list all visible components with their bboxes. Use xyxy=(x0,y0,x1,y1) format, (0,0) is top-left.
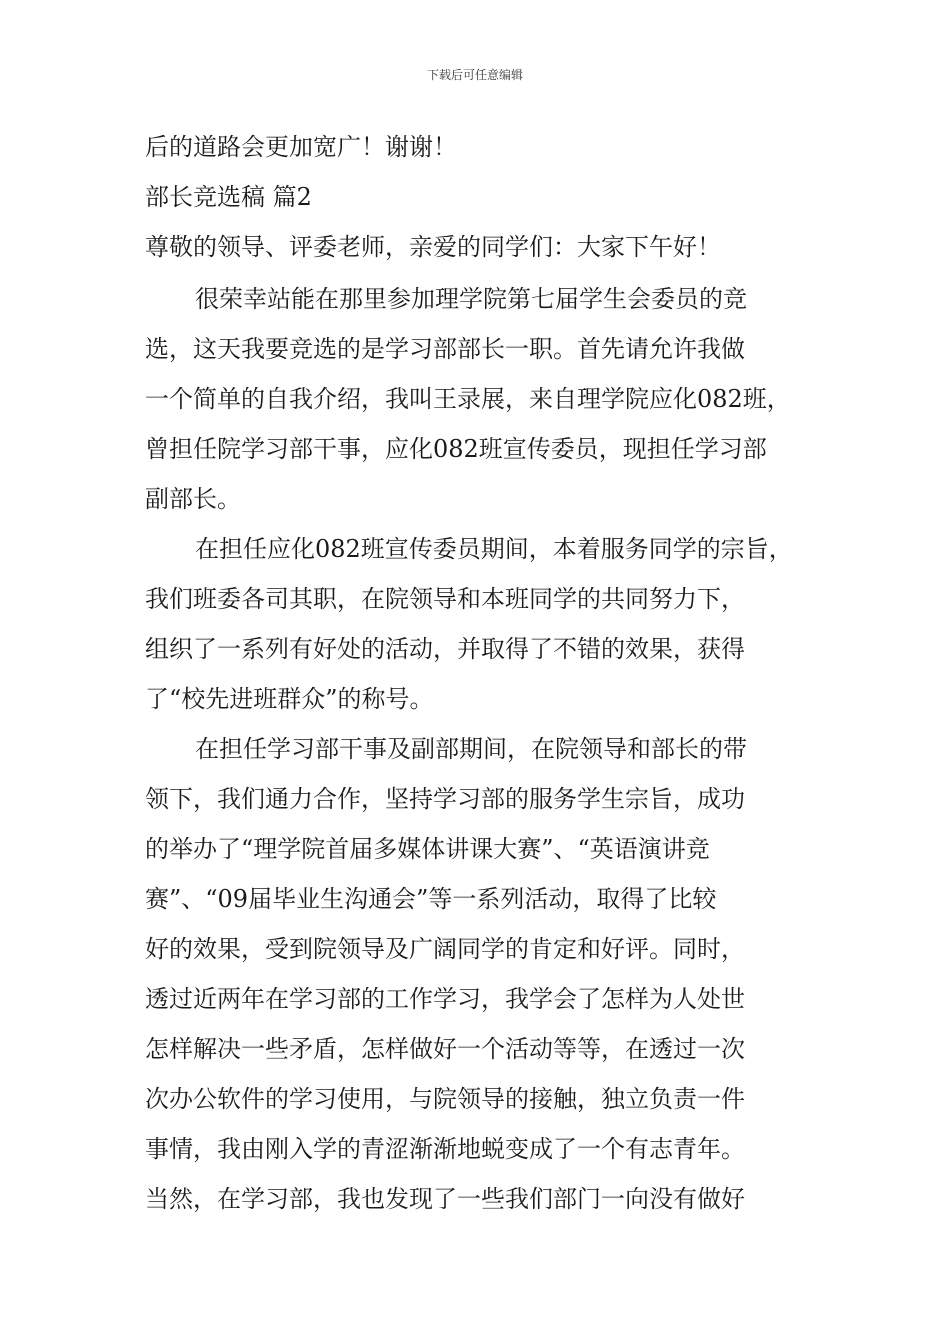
text-line: 我们班委各司其职，在院领导和本班同学的共同努力下， xyxy=(145,585,745,613)
section-title: 部长竞选稿 篇2 xyxy=(145,183,312,211)
text-line: 组织了一系列有好处的活动，并取得了不错的效果，获得 xyxy=(145,635,745,663)
text-line: 曾担任院学习部干事，应化082班宣传委员，现担任学习部 xyxy=(145,435,767,463)
salutation-line: 尊敬的领导、评委老师，亲爱的同学们：大家下午好！ xyxy=(145,233,721,261)
text-line: 好的效果，受到院领导及广阔同学的肯定和好评。同时， xyxy=(145,935,745,963)
page-header: 下载后可任意编辑 xyxy=(426,68,523,82)
text-line: 领下，我们通力合作，坚持学习部的服务学生宗旨，成功 xyxy=(145,785,745,813)
text-line: 当然，在学习部，我也发现了一些我们部门一向没有做好 xyxy=(145,1185,745,1213)
text-line: 后的道路会更加宽广！谢谢！ xyxy=(145,133,457,161)
text-line: 怎样解决一些矛盾，怎样做好一个活动等等，在透过一次 xyxy=(145,1035,745,1063)
paragraph-start-line: 在担任学习部干事及副部期间，在院领导和部长的带 xyxy=(195,735,747,763)
text-line: 赛”、“09届毕业生沟通会”等一系列活动，取得了比较 xyxy=(145,885,717,913)
text-line: 事情，我由刚入学的青涩渐渐地蜕变成了一个有志青年。 xyxy=(145,1135,745,1163)
text-line: 副部长。 xyxy=(145,485,241,513)
text-line: 选，这天我要竞选的是学习部部长一职。首先请允许我做 xyxy=(145,335,745,363)
text-line: 一个简单的自我介绍，我叫王录展，来自理学院应化082班， xyxy=(145,385,791,413)
text-line: 透过近两年在学习部的工作学习，我学会了怎样为人处世 xyxy=(145,985,745,1013)
paragraph-start-line: 很荣幸站能在那里参加理学院第七届学生会委员的竞 xyxy=(195,285,747,313)
paragraph-start-line: 在担任应化082班宣传委员期间，本着服务同学的宗旨， xyxy=(195,535,793,563)
text-line: 的举办了“理学院首届多媒体讲课大赛”、“英语演讲竞 xyxy=(145,835,710,863)
text-line: 次办公软件的学习使用，与院领导的接触，独立负责一件 xyxy=(145,1085,745,1113)
text-line: 了“校先进班群众”的称号。 xyxy=(145,685,434,713)
